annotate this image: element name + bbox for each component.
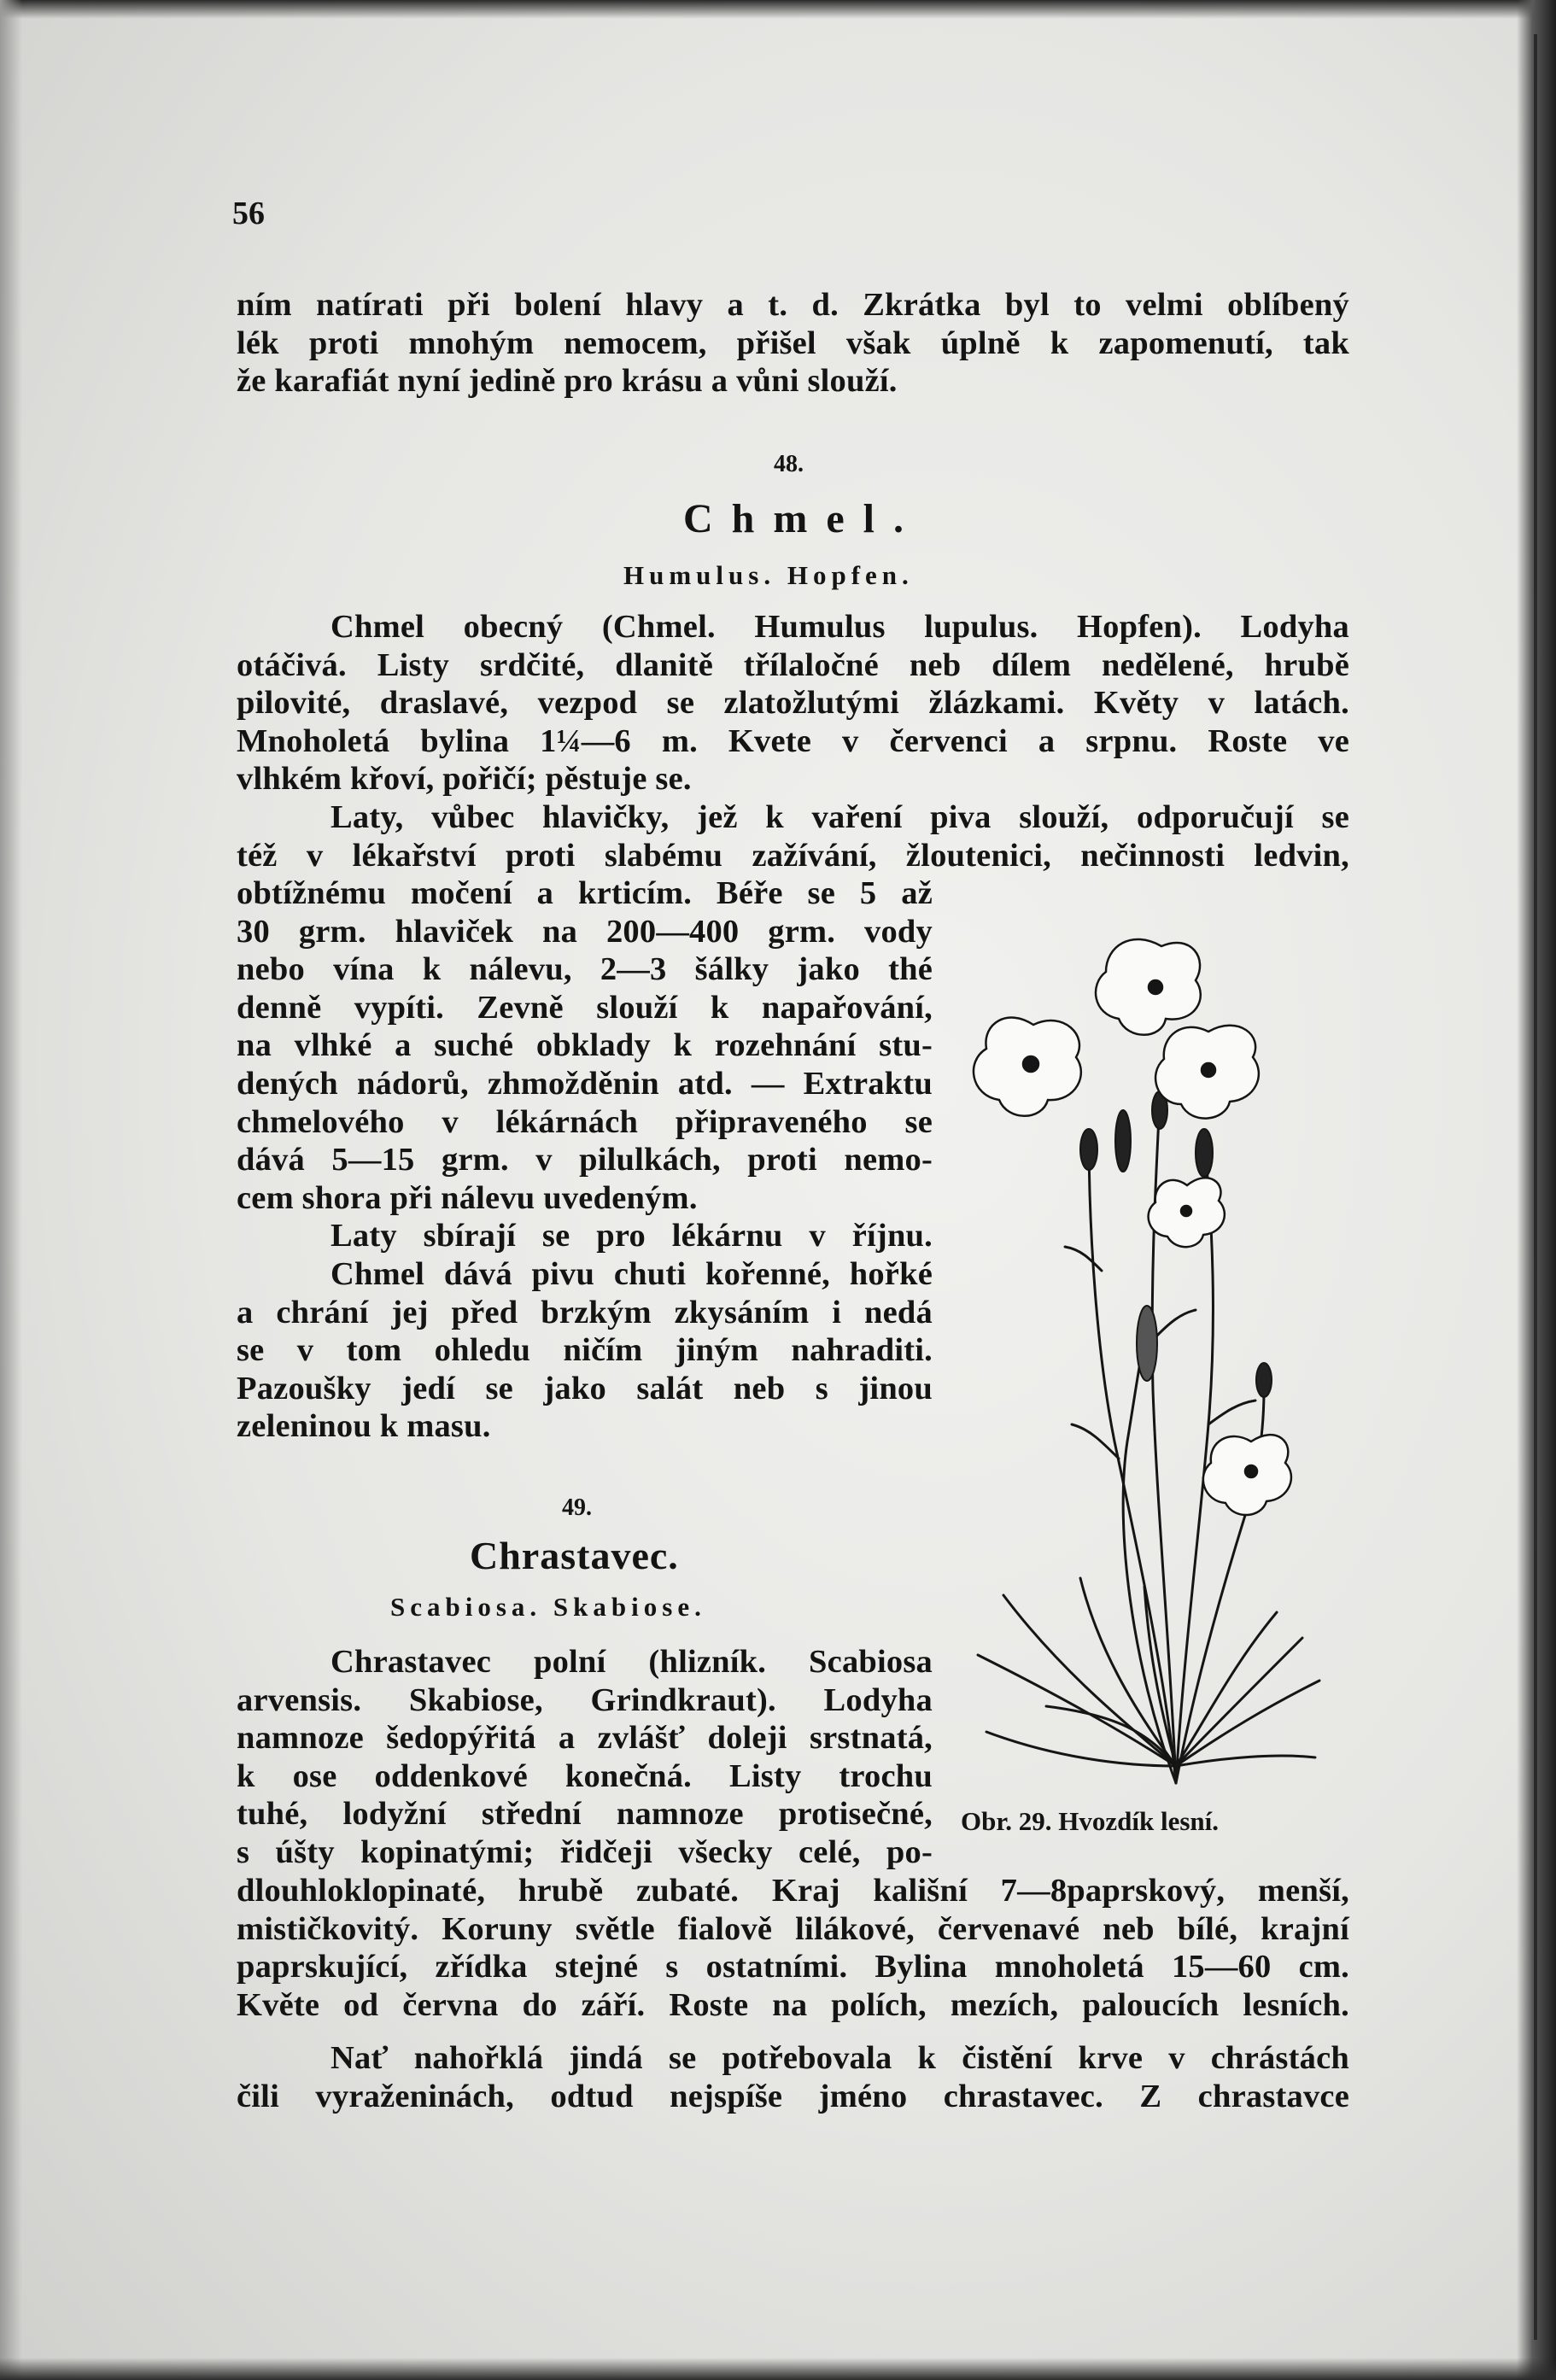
bud — [1115, 1110, 1131, 1172]
text-line: Květe od června do září. Roste na polích, mezích, paloucích lesních. — [237, 1986, 1349, 2023]
section-49-number: 49. — [562, 1494, 592, 1521]
text-line: že karafiát nyní jedině pro krásu a vůni slouží. — [237, 363, 898, 400]
section-48-number: 48. — [774, 451, 804, 477]
text-line: Nať nahořklá jindá se potřebovala k čistění krve v chrástách — [331, 2040, 1349, 2076]
text-line: lék proti mnohým nemocem, přišel však úplně k zapomenutí, tak — [237, 325, 1349, 361]
section-49-usage-paragraph — [237, 2039, 1349, 2115]
intro-paragraph — [237, 286, 1349, 401]
section-48-title: Chmel. — [683, 496, 922, 541]
text-line: k ose oddenkové konečná. Listy trochu — [237, 1757, 933, 1794]
text-line: tuhé, lodyžní střední namnoze protisečné, — [237, 1796, 933, 1833]
leaf — [1176, 1756, 1315, 1766]
text-line: arvensis. Skabiose, Grindkraut). Lodyha — [237, 1681, 933, 1718]
text-line: paprskující, zřídka stejné s ostatními. Bylina mnoholetá 15—60 cm. — [237, 1949, 1349, 1985]
text-line: Chmel obecný (Chmel. Humulus lupulus. Hopfen). Lodyha — [331, 609, 1349, 645]
text-line: pilovité, draslavé, vezpod se zlatožlutými žlázkami. Květy v latách. — [237, 685, 1349, 722]
text-line: dlouhloklopinaté, hrubě zubaté. Kraj kališní 7—8paprskový, menší, — [237, 1873, 1349, 1909]
bud — [1137, 1306, 1157, 1381]
flower — [1096, 939, 1201, 1035]
text-line: s úšty kopinatými; řidčeji všecky celé, po- — [237, 1833, 933, 1870]
text-line: vlhkém křoví, pořičí; pěstuje se. — [237, 761, 692, 798]
section-48-description — [237, 608, 1349, 798]
figure-caption: Obr. 29. Hvozdík lesní. — [961, 1806, 1220, 1836]
text-line: čili vyraženinách, odtud nejspíše jméno chrastavec. Z chrastavce — [237, 2078, 1349, 2114]
text-line: zeleninou k masu. — [237, 1408, 491, 1445]
hvozdik-illustration — [952, 912, 1328, 1800]
section-48-latin-name: Humulus. Hopfen. — [623, 560, 914, 590]
text-line: chmelového v lékárnách připraveného se — [237, 1103, 933, 1140]
text-line: dává 5—15 grm. v pilulkách, proti nemo- — [237, 1142, 933, 1178]
text-line: nebo vína k nálevu, 2—3 šálky jako thé — [237, 951, 933, 988]
text-line: obtížnému močení a krticím. Béře se 5 až — [237, 875, 933, 911]
section-48-beer-paragraph — [237, 1255, 933, 1446]
section-48-collection-note — [237, 1217, 933, 1255]
text-line: na vlhké a suché obklady k rozehnání stu- — [237, 1027, 933, 1064]
section-49-title: Chrastavec. — [470, 1534, 679, 1577]
leaf — [1154, 1310, 1196, 1339]
section-48-usage-paragraph — [237, 798, 1349, 874]
text-line: otáčivá. Listy srdčité, dlanitě třílaločné neb dílem nedělené, hrubě — [237, 646, 1349, 683]
leaf — [1176, 1638, 1302, 1766]
text-line: namnoze šedopýřitá a zvlášť doleji srstnatá, — [237, 1720, 933, 1757]
section-48-usage-paragraph-continued — [237, 874, 933, 1217]
calyx — [1256, 1363, 1272, 1397]
flower — [1149, 1178, 1225, 1247]
text-line: a chrání jej před brzkým zkysáním i nedá — [237, 1294, 933, 1330]
calyx — [1196, 1129, 1213, 1177]
text-line: denně vypíti. Zevně slouží k napařování, — [237, 989, 933, 1026]
text-line: Mnoholetá bylina 1¼—6 m. Kvete v červenci a srpnu. Roste ve — [237, 722, 1349, 759]
text-line: cem shora při nálevu uvedeným. — [237, 1179, 698, 1216]
text-line: 30 grm. hlaviček na 200—400 grm. vody — [237, 913, 933, 950]
leaf — [1208, 1401, 1255, 1424]
text-line: se v tom ohledu ničím jiným nahraditi. — [237, 1332, 933, 1369]
flower — [974, 1018, 1081, 1116]
text-line: mističkovitý. Koruny světle fialově lilákové, červenavé neb bílé, krajní — [237, 1910, 1349, 1947]
text-line: ním natírati při bolení hlavy a t. d. Zkrátka byl to velmi oblíbený — [237, 287, 1349, 323]
scan-bottom-edge — [0, 2358, 1556, 2380]
flower — [1203, 1435, 1291, 1515]
page-number: 56 — [232, 196, 265, 231]
leaf — [1046, 1706, 1176, 1766]
leaf — [1176, 1612, 1277, 1766]
leaf — [1065, 1247, 1102, 1271]
calyx — [1080, 1129, 1097, 1170]
section-49-latin-name: Scabiosa. Skabiose. — [390, 1592, 706, 1622]
text-line: též v lékařství proti slabému zažívání, žloutenici, nečinnosti ledvin, — [237, 837, 1349, 874]
section-49-description-continued — [237, 1872, 1349, 2024]
section-49-description — [237, 1643, 933, 1872]
text-line: Laty, vůbec hlavičky, jež k vaření piva slouží, odporučují se — [331, 799, 1349, 835]
scan-top-edge — [0, 0, 1556, 19]
text-line: Chrastavec polní (hlizník. Scabiosa — [331, 1644, 933, 1680]
text-line: Chmel dává pivu chuti kořenné, hořké — [331, 1256, 933, 1292]
flower — [1155, 1026, 1259, 1119]
scan-right-border-line — [1534, 34, 1537, 2340]
text-line: dených nádorů, zhmožděnin atd. — Extraktu — [237, 1065, 933, 1102]
text-line: Pazoušky jedí se jako salát neb s jinou — [237, 1370, 933, 1406]
text-line: Laty sbírají se pro lékárnu v říjnu. — [331, 1218, 933, 1254]
scan-left-edge — [0, 0, 22, 2380]
